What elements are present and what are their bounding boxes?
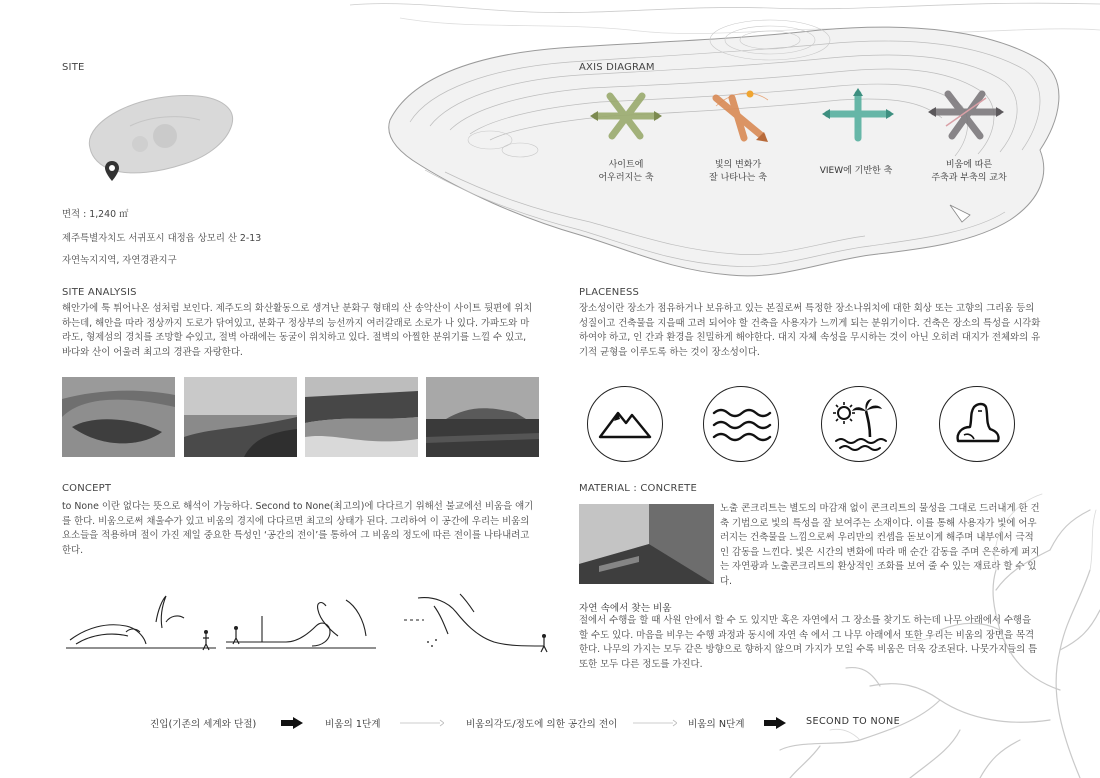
placeness-text: 장소성이란 장소가 점유하거나 보유하고 있는 본질로써 특정한 장소나위치에 대한 회상 또는 고향의 그리움 등의 성질이고 건축물을 지을때 고려 되어야 할 건축을 사용자가 느끼게 되는 분위기이다. 건축은 장소의 특성을 시각화 하여야 하고, 인 간과 환경을 친밀하게 해야한다. 대지 자체 속성을 무시하는 것이 아닌 오히려 대지가 전체와의 유기적 균형을 이루도록 하는 것이 장소성이다. (579, 303, 1041, 358)
flow-step-1: 비움의 1단계 (325, 719, 381, 730)
axis-label-site: 사이트에 어우러지는 축 (598, 160, 654, 183)
jeju-island-map (80, 86, 240, 182)
location-pin-icon (105, 161, 119, 181)
concept-text: to None 이란 없다는 뜻으로 해석이 가능하다. Second to None(최고의)에 다다르기 위해선 불교에선 비움을 얘기를 한다. 비움으로써 채울수가 있고 비움의 경지에 다다르면 최고의 상태가 된다. 그리하여 이 공간에 우리는 비움의 요소들을 적용하며 절이 가진 제일 중요한 특성인 ‘공간의 전이’를 통하여 그 비움의 정도에 따른 전이를 나타내려고 한다. (62, 501, 534, 556)
arrow-right-icon (764, 717, 786, 729)
site-analysis-text: 해안가에 툭 튀어나온 섬처럼 보인다. 제주도의 화산활동으로 생겨난 분화구 형태의 산 송악산이 사이트 뒷편에 위치하는데, 해안을 따라 정상까지 도로가 닦여있고, 분화구 정상부의 능선까지 여러갈래로 소로가 나 있다. 가파도와 마라도, 형제섬의 경치를 조망할 수있고, 절벽 아래에는 동굴이 위치하고 있다. 절벽의 아찔한 분위기를 느낄 수 있고, 바다와 산이 어울려 최고의 경관을 자랑한다. (62, 303, 533, 358)
waves-icon (703, 386, 779, 462)
site-heading: SITE (62, 62, 85, 73)
concept-sketch-step1 (226, 596, 386, 662)
arrow-right-icon (281, 717, 303, 729)
rock-icon (939, 386, 1015, 462)
axis-label-emptiness: 비움에 따른 주축과 부축의 교차 (931, 160, 1007, 183)
emptiness-text: 절에서 수행을 할 때 사원 안에서 할 수 도 있지만 혹은 자연에서 그 장소를 찾기도 하는데 나무 아래에서 수행을 할 수도 있다. 마음을 비우는 수행 과정과 동시에 자연 속 에서 그 나무 아래에서 또한 우리는 비움의 장면을 목격한다. 나무의 가지는 모두 같은 방향으로 향하지 않으며 가지가 모일 수록 비움은 더욱 강조된다. 나뭇가지들의 틈 또한 모두 다른 정도를 가진다. (579, 615, 1038, 670)
axis-diagram-heading: AXIS DIAGRAM (579, 62, 655, 73)
arrow-thin-icon (633, 719, 677, 727)
concept-sketch-entry (66, 592, 216, 662)
tree-branches-illustration (760, 490, 1100, 778)
site-area: 면적 : 1,240 ㎡ (62, 209, 129, 220)
concept-sketch-transition (404, 590, 554, 662)
flow-step-n: 비움의 N단계 (688, 719, 745, 730)
arrow-thin-icon (400, 719, 444, 727)
axis-diagram-light-icon (704, 86, 780, 146)
material-heading: MATERIAL : CONCRETE (579, 483, 697, 494)
flow-step-transition: 비움의각도/정도에 의한 공간의 전이 (466, 719, 618, 730)
site-analysis-heading: SITE ANALYSIS (62, 287, 137, 298)
site-photo-cliff (305, 377, 418, 457)
site-photo-coast-hill (184, 377, 297, 457)
mountain-icon (587, 386, 663, 462)
sun-palm-icon (821, 386, 897, 462)
concrete-photo (579, 504, 714, 584)
concept-heading: CONCEPT (62, 483, 112, 494)
flow-step-entry: 진입(기존의 세계와 단절) (150, 719, 257, 730)
site-photo-island-view (426, 377, 539, 457)
material-text: 노출 콘크리트는 별도의 마감재 없이 콘크리트의 물성을 그대로 드러내게 한 건축 기법으로 빛의 특성을 잘 보여주는 소재이다. 이를 통해 사용자가 빛에 어우러지는 건축물을 느낌으로써 우리만의 컨셉을 돋보이게 해주며 내부에서 극적인 감동을 느낀다. 빛은 시간의 변화에 따라 매 순간 감동을 주며 은은하게 퍼지는 자연광과 노출콘크리트의 환상적인 조화를 보여 줄 수 있는 재료라 할 수 있다. (720, 503, 1040, 587)
site-zoning: 자연녹지지역, 자연경관지구 (62, 255, 177, 266)
site-address: 제주특별자치도 서귀포시 대정읍 상모리 산 2-13 (62, 233, 262, 244)
flow-step-final: SECOND TO NONE (806, 716, 901, 727)
axis-label-light: 빛의 변화가 잘 나타나는 축 (709, 160, 767, 183)
site-photo-aerial (62, 377, 175, 457)
axis-label-view: VIEW에 기반한 축 (819, 166, 893, 176)
axis-diagram-site-icon (588, 88, 664, 144)
placeness-heading: PLACENESS (579, 287, 640, 298)
axis-diagram-emptiness-icon (926, 86, 1006, 146)
axis-diagram-view-icon (820, 88, 896, 144)
emptiness-heading: 자연 속에서 찾는 비움 (579, 603, 672, 614)
